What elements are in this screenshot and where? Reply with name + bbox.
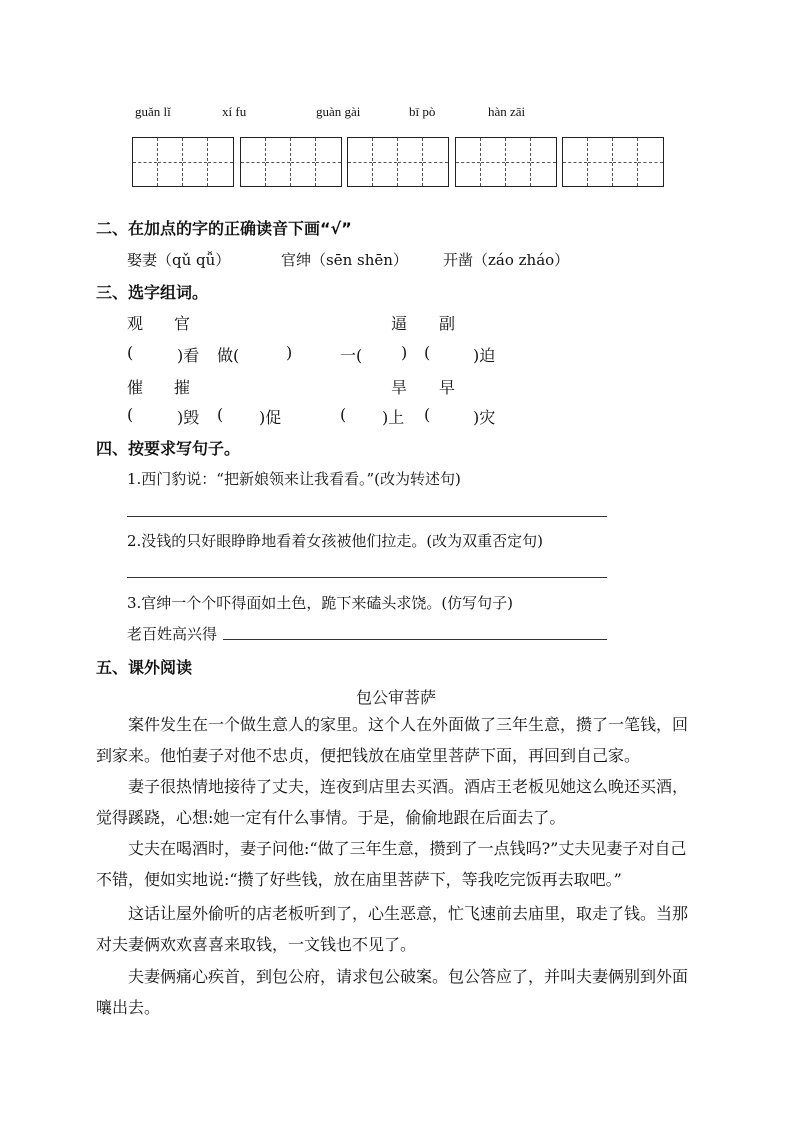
reading-paragraph-5: 夫妻俩痛心疾首，到包公府，请求包公破案。包公答应了，并叫夫妻俩别到外面嚷出去。 bbox=[96, 967, 689, 1017]
question-3: 3.官绅一个个吓得面如土色，跪下来磕头求饶。(仿写句子) bbox=[127, 594, 514, 612]
blank-close: )毁 bbox=[177, 408, 200, 427]
section-3-heading: 三、选字组词。 bbox=[96, 283, 209, 302]
section-4-heading: 四、按要求写句子。 bbox=[96, 439, 241, 458]
answer-line-2[interactable] bbox=[127, 577, 607, 578]
question-2: 2.没钱的只好眼睁睁地看着女孩被他们拉走。(改为双重否定句) bbox=[127, 532, 544, 550]
blank-close: )促 bbox=[259, 408, 282, 427]
pinyin-1: guǎn lǐ bbox=[135, 104, 171, 119]
blank-close: )迫 bbox=[473, 346, 496, 365]
blank-open: ( bbox=[127, 405, 134, 424]
reading-item-1: 娶妻（qǔ qǚ） bbox=[127, 251, 231, 269]
char-option: 摧 bbox=[174, 378, 191, 397]
reading-item-3: 开凿（záo zháo） bbox=[443, 251, 570, 269]
blank-open: ( bbox=[424, 343, 431, 362]
writing-grid-5[interactable] bbox=[562, 137, 664, 187]
pinyin-3: guàn gài bbox=[316, 104, 361, 119]
blank-open: ( bbox=[217, 405, 224, 424]
question-3-prompt: 老百姓高兴得 bbox=[127, 625, 218, 643]
reading-paragraph-3: 丈夫在喝酒时，妻子问他:“做了三年生意，攒到了一点钱吗?”丈夫见妻子对自己不错，便如实地说:“攒了好些钱，放在庙里菩萨下，等我吃完饭再去取吧。” bbox=[96, 839, 687, 889]
reading-paragraph-4: 这话让屋外偷听的店老板听到了，心生恶意，忙飞速前去庙里，取走了钱。当那对夫妻俩欢欢喜喜来取钱，一文钱也不见了。 bbox=[96, 904, 689, 954]
blank-close: )上 bbox=[382, 408, 405, 427]
char-option: 官 bbox=[174, 314, 191, 333]
char-option: 旱 bbox=[391, 378, 408, 397]
reading-item-2: 官绅（sēn shēn） bbox=[281, 251, 408, 269]
question-1: 1.西门豹说：“把新娘领来让我看看。”(改为转述句) bbox=[127, 470, 461, 488]
blank-close: )灾 bbox=[473, 408, 496, 427]
section-5-heading: 五、课外阅读 bbox=[96, 658, 193, 677]
char-option: 早 bbox=[439, 378, 456, 397]
writing-grid-2[interactable] bbox=[240, 137, 342, 187]
blank-close: ) bbox=[401, 343, 408, 362]
reading-title: 包公审菩萨 bbox=[356, 688, 437, 707]
blank-open: 一( bbox=[340, 346, 363, 365]
char-option: 逼 bbox=[391, 314, 408, 333]
writing-grid-3[interactable] bbox=[347, 137, 449, 187]
char-option: 催 bbox=[127, 378, 144, 397]
blank-open: ( bbox=[340, 405, 347, 424]
char-option: 观 bbox=[127, 314, 144, 333]
reading-paragraph-2: 妻子很热情地接待了丈夫，连夜到店里去买酒。酒店王老板见她这么晚还买酒，觉得蹊跷，心想:她一定有什么事情。于是，偷偷地跟在后面去了。 bbox=[96, 777, 689, 827]
blank-open: ( bbox=[127, 343, 134, 362]
pinyin-5: hàn zāi bbox=[488, 104, 526, 119]
blank-open: ( bbox=[424, 405, 431, 424]
pinyin-2: xí fu bbox=[222, 104, 247, 119]
blank-open: 做( bbox=[217, 346, 240, 365]
reading-paragraph-1: 案件发生在一个做生意人的家里。这个人在外面做了三年生意，攒了一笔钱，回到家来。他怕妻子对他不忠贞，便把钱放在庙堂里菩萨下面，再回到自己家。 bbox=[96, 715, 689, 765]
blank-close: ) bbox=[286, 343, 293, 362]
answer-line-3[interactable] bbox=[223, 639, 607, 640]
blank-close: )看 bbox=[177, 346, 200, 365]
pinyin-4: bī pò bbox=[409, 104, 436, 119]
answer-line-1[interactable] bbox=[127, 516, 607, 517]
writing-grid-1[interactable] bbox=[132, 137, 234, 187]
writing-grid-4[interactable] bbox=[455, 137, 557, 187]
section-2-heading: 二、在加点的字的正确读音下画“√” bbox=[96, 219, 352, 238]
char-option: 副 bbox=[439, 314, 456, 333]
